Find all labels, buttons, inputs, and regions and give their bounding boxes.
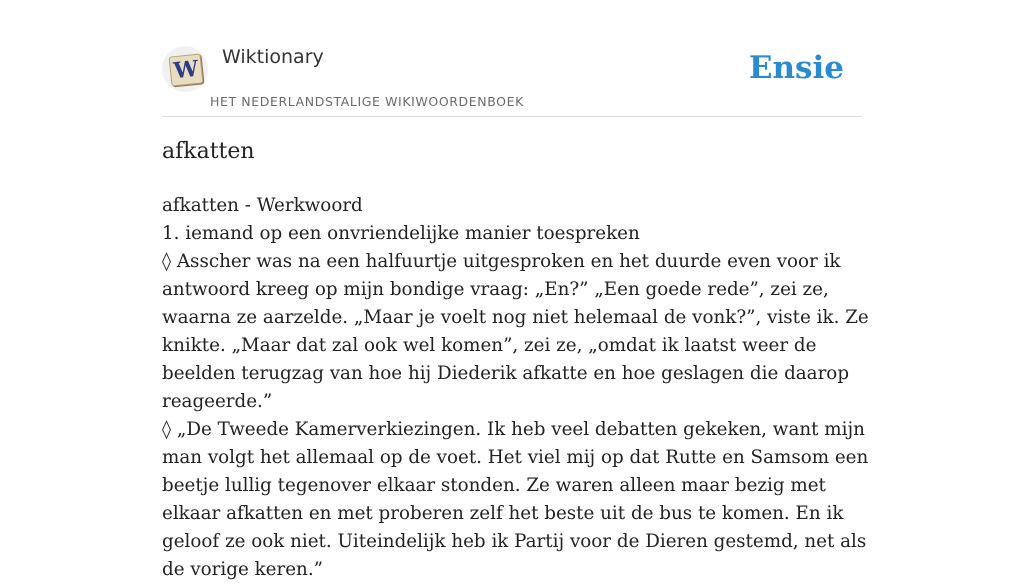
example-text: Asscher was na een halfuurtje uitgesproken en het duurde even voor ik antwoord kreeg op mijn bondige vraag: „En?” „Een goede rede”, zei ze, waarna ze aarzelde. „Maar je voelt nog niet helemaal de vonk?”, viste ik. Ze knikte. „Maar dat zal ook wel komen”, zei ze, „omdat ik laatst weer de beelden terugzag van hoe hij Diederik afkatte en hoe geslagen die daarop reageerde.” — [162, 251, 869, 412]
site-header — [162, 40, 862, 117]
example-marker-icon: ◊ — [162, 419, 172, 440]
definition-1: 1. iemand op een onvriendelijke manier toespreken — [162, 223, 640, 244]
entry-heading: afkatten - Werkwoord — [162, 195, 363, 216]
site-name-link[interactable]: Wiktionary — [222, 46, 324, 68]
example-marker-icon: ◊ — [162, 251, 172, 272]
site-tagline: HET NEDERLANDSTALIGE WIKIWOORDENBOEK — [210, 94, 524, 109]
example-text: „De Tweede Kamerverkiezingen. Ik heb veel debatten gekeken, want mijn man volgt het allemaal op de voet. Het viel mij op dat Rutte en Samsom een beetje lullig tegenover elkaar stonden. Ze waren alleen maar bezig met elkaar afkatten en met proberen zelf het beste uit de bus te komen. En ik geloof ze ook niet. Uiteindelijk heb ik Partij voor de Dieren gestemd, net als de vorige keren.” — [162, 419, 869, 580]
logo-tile-icon: W — [169, 53, 204, 86]
entry-content — [162, 192, 874, 584]
page-title: afkatten — [162, 139, 255, 164]
ensie-logo-link[interactable]: Ensie — [748, 50, 844, 86]
wiktionary-logo[interactable] — [162, 46, 208, 92]
example-2 — [162, 416, 874, 584]
example-1 — [162, 248, 874, 416]
